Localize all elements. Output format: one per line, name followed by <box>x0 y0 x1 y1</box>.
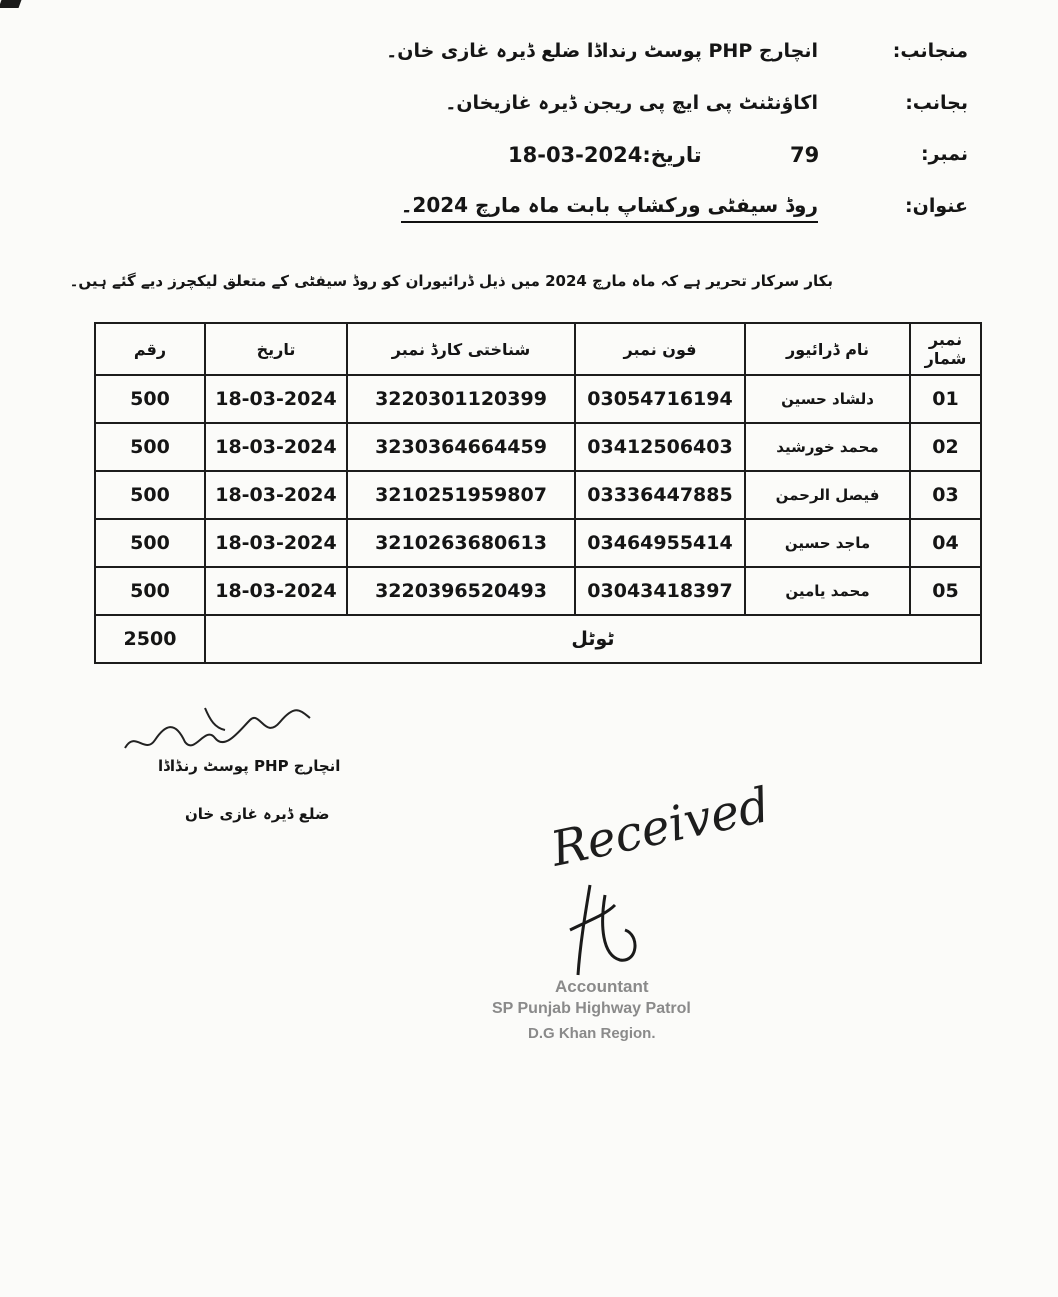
cell-cnic: 3210251959807 <box>347 471 575 519</box>
cell-driver-name: محمد یامین <box>745 567 910 615</box>
to-label: بجانب: <box>905 92 968 114</box>
to-value: اکاؤنٹنٹ پی ایچ پی ریجن ڈیرہ غازیخان۔ <box>445 92 818 114</box>
table-row <box>95 375 981 423</box>
cell-serial: 03 <box>910 471 981 519</box>
cell-date: 18-03-2024 <box>205 567 347 615</box>
cell-driver-name: فیصل الرحمن <box>745 471 910 519</box>
total-value: 2500 <box>95 615 205 663</box>
to-line <box>445 92 968 114</box>
cell-phone: 03412506403 <box>575 423 745 471</box>
signature-title-1: انچارج PHP پوسٹ رنڈاڈا <box>158 757 341 775</box>
cell-cnic: 3220301120399 <box>347 375 575 423</box>
date-line <box>508 143 702 167</box>
cell-driver-name: ماجد حسین <box>745 519 910 567</box>
subject-line <box>401 193 968 217</box>
cell-date: 18-03-2024 <box>205 375 347 423</box>
total-row <box>95 615 981 663</box>
cell-serial: 02 <box>910 423 981 471</box>
subject-value: روڈ سیفٹی ورکشاپ بابت ماہ مارچ 2024۔ <box>401 193 818 223</box>
header-serial: نمبر شمار <box>910 323 981 375</box>
number-label: نمبر: <box>920 143 968 165</box>
total-label: ٹوٹل <box>205 615 981 663</box>
cell-phone: 03054716194 <box>575 375 745 423</box>
from-value: انچارج PHP پوسٹ رنداڈا ضلع ڈیرہ غازی خان۔ <box>386 40 818 62</box>
cell-amount: 500 <box>95 519 205 567</box>
cell-serial: 04 <box>910 519 981 567</box>
cell-phone: 03336447885 <box>575 471 745 519</box>
table-row <box>95 471 981 519</box>
table-row <box>95 567 981 615</box>
date-label: تاریخ: <box>642 143 702 167</box>
number-value: 79 <box>790 143 820 167</box>
cell-driver-name: محمد خورشید <box>745 423 910 471</box>
table-row <box>95 519 981 567</box>
header-cnic: شناختی کارڈ نمبر <box>347 323 575 375</box>
cell-amount: 500 <box>95 567 205 615</box>
date-value: 18-03-2024 <box>508 143 643 167</box>
cell-cnic: 3230364664459 <box>347 423 575 471</box>
cell-phone: 03043418397 <box>575 567 745 615</box>
cell-amount: 500 <box>95 471 205 519</box>
header-amount: رقم <box>95 323 205 375</box>
table-header-row <box>95 323 981 375</box>
cell-date: 18-03-2024 <box>205 471 347 519</box>
header-phone: فون نمبر <box>575 323 745 375</box>
intro-text: بکار سرکار تحریر ہے کہ ماہ مارچ 2024 میں ذیل ڈرائیوران کو روڈ سیفٹی کے متعلق لیکچرز دیے گئے ہیں۔ <box>69 272 833 290</box>
received-text: Received <box>546 776 775 878</box>
subject-label: عنوان: <box>905 195 968 217</box>
cell-cnic: 3220396520493 <box>347 567 575 615</box>
table-row <box>95 423 981 471</box>
number-line <box>818 143 968 165</box>
signature-accountant <box>560 875 650 985</box>
cell-driver-name: دلشاد حسین <box>745 375 910 423</box>
cell-date: 18-03-2024 <box>205 423 347 471</box>
header-date: تاریخ <box>205 323 347 375</box>
cell-phone: 03464955414 <box>575 519 745 567</box>
header-driver-name: نام ڈرائیور <box>745 323 910 375</box>
drivers-table <box>94 322 982 664</box>
cell-cnic: 3210263680613 <box>347 519 575 567</box>
cell-amount: 500 <box>95 423 205 471</box>
signature-title-2: ضلع ڈیرہ غازی خان <box>185 805 330 823</box>
cell-serial: 05 <box>910 567 981 615</box>
received-handwriting <box>545 775 775 878</box>
cell-serial: 01 <box>910 375 981 423</box>
stamp-line-3: D.G Khan Region. <box>528 1025 656 1042</box>
scan-corner-mark <box>0 0 21 8</box>
cell-date: 18-03-2024 <box>205 519 347 567</box>
from-label: منجانب: <box>892 40 968 62</box>
stamp-line-1: Accountant <box>555 977 649 996</box>
cell-amount: 500 <box>95 375 205 423</box>
stamp-line-2: SP Punjab Highway Patrol <box>492 1000 691 1017</box>
from-line <box>386 40 968 62</box>
